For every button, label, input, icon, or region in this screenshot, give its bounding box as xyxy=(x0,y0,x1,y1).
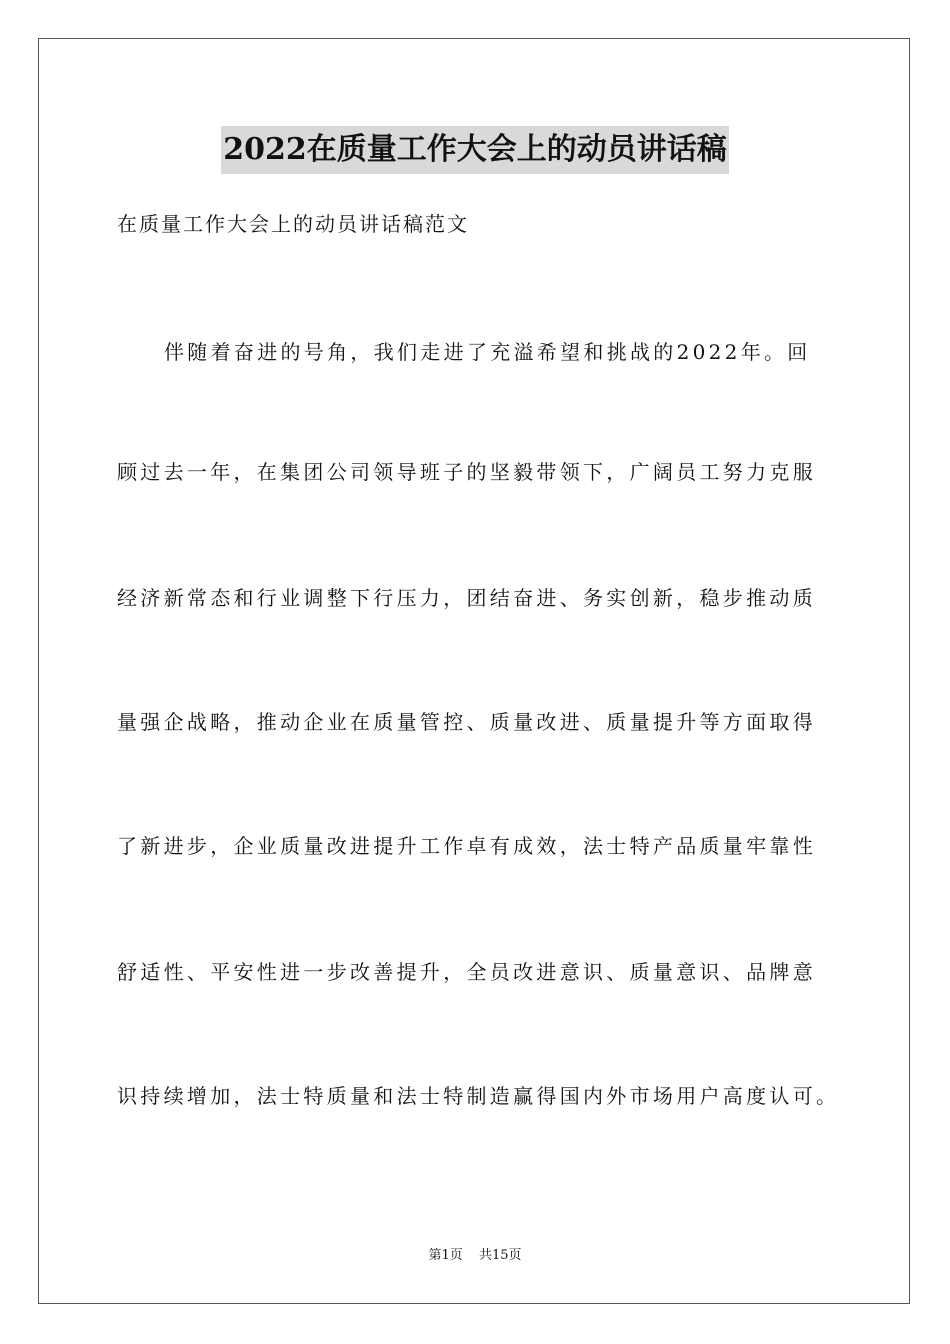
document-subtitle: 在质量工作大会上的动员讲话稿范文 xyxy=(117,212,469,236)
page-total: 共15页 xyxy=(478,1248,522,1263)
paragraph-line-7: 识持续增加，法士特质量和法士特制造赢得国内外市场用户高度认可。 xyxy=(117,1084,840,1108)
paragraph-line-2: 顾过去一年，在集团公司领导班子的坚毅带领下，广阔员工努力克服 xyxy=(117,460,816,484)
paragraph-line-6: 舒适性、平安性进一步改善提升，全员改进意识、质量意识、品牌意 xyxy=(117,960,816,984)
document-title-wrapper xyxy=(0,126,950,174)
paragraph-line-4: 量强企战略，推动企业在质量管控、质量改进、质量提升等方面取得 xyxy=(117,710,816,734)
paragraph-line-5: 了新进步，企业质量改进提升工作卓有成效，法士特产品质量牢靠性 xyxy=(117,834,816,858)
paragraph-line-1: 伴随着奋进的号角，我们走进了充溢希望和挑战的2022年。回 xyxy=(164,340,811,364)
paragraph-line-3: 经济新常态和行业调整下行压力，团结奋进、务实创新，稳步推动质 xyxy=(117,586,816,610)
page-number: 第1页 xyxy=(428,1248,463,1263)
document-title: 2022在质量工作大会上的动员讲话稿 xyxy=(221,126,729,174)
page-footer xyxy=(0,1246,950,1266)
